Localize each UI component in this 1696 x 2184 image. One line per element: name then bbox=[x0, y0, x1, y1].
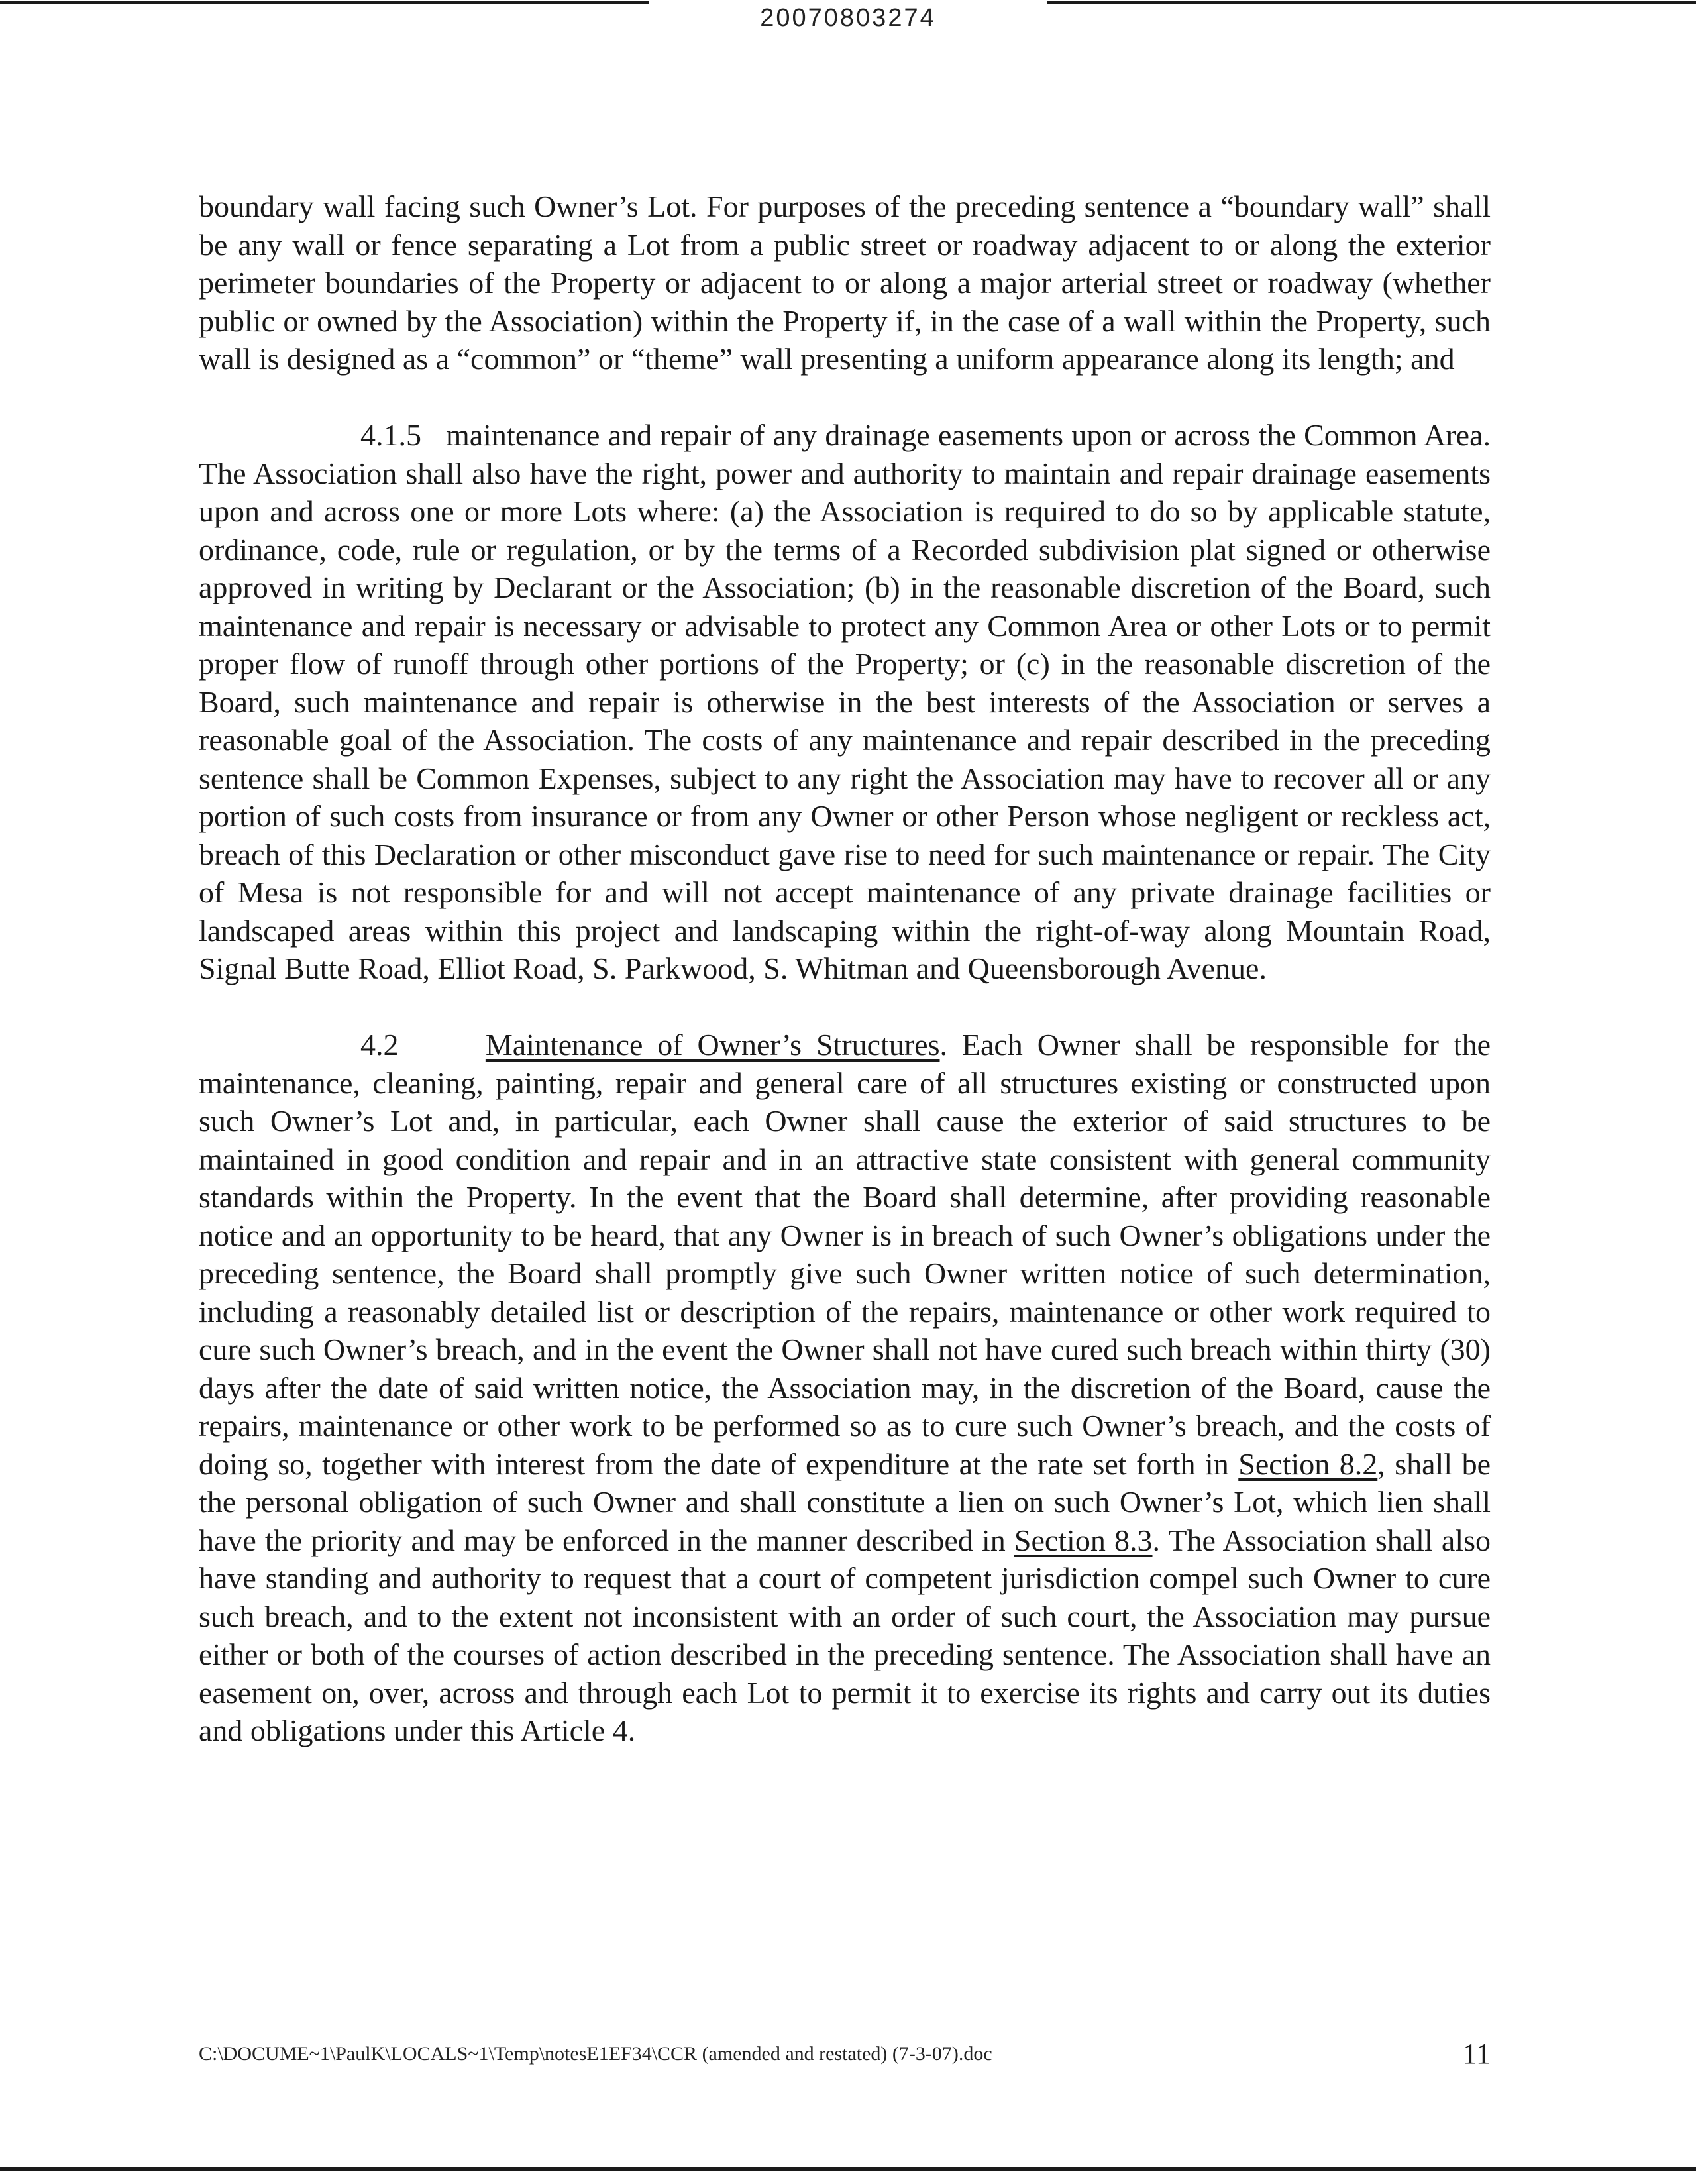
paragraph-4-1-5 bbox=[199, 416, 1491, 988]
page-number: 11 bbox=[1462, 2038, 1491, 2070]
paragraph-boundary-wall: boundary wall facing such Owner’s Lot. For purposes of the preceding sentence a “boundary wall” shall be any wall or fence separating a Lot from a public street or roadway adjacent to or along the exterior perimeter boundaries of the Property or adjacent to or along a major arterial street or roadway (whether public or owned by the Association) within the Property if, in the case of a wall within the Property, such wall is designed as a “common” or “theme” wall presenting a uniform appearance along its length; and bbox=[199, 190, 1491, 376]
section-number-4-1-5: 4.1.5 bbox=[360, 418, 421, 452]
cross-reference-section-8-2: Section 8.2 bbox=[1238, 1447, 1378, 1481]
section-4-2-text-a: . Each Owner shall be responsible for the maintenance, cleaning, painting, repair and general care of all structures existing or constructed upon such Owner’s Lot and, in particular, each Owner shall cause the exterior of said structures to be maintained in good condition and repair and in an attractive state consistent with general community standards within the Property. In the event that the Board shall determine, after providing reasonable notice and an opportunity to be heard, that any Owner is in breach of such Owner’s obligations under the preceding sentence, the Board shall promptly give such Owner written notice of such determination, including a reasonably detailed list or description of the repairs, maintenance or other work required to cure such Owner’s breach, and in the event the Owner shall not have cured such breach within thirty (30) days after the date of said written notice, the Association may, in the discretion of the Board, cause the repairs, maintenance or other work to be performed so as to cure such Owner’s breach, and the costs of doing so, together with interest from the date of expenditure at the rate set forth in bbox=[199, 1028, 1491, 1481]
bottom-rule bbox=[0, 2167, 1696, 2171]
document-number: 20070803274 bbox=[760, 4, 936, 32]
footer-file-path: C:\DOCUME~1\PaulK\LOCALS~1\Temp\notesE1EF34\CCR (amended and restated) (7-3-07).doc bbox=[199, 2043, 992, 2065]
document-body bbox=[199, 188, 1491, 1750]
section-4-1-5-text: maintenance and repair of any drainage easements upon or across the Common Area. The Association shall also have the right, power and authority to maintain and repair drainage easements upon and across one or more Lots where: (a) the Association is required to do so by applicable statute, ordinance, code, rule or regulation, or by the terms of a Recorded subdivision plat signed or otherwise approved in writing by Declarant or the Association; (b) in the reasonable discretion of the Board, such maintenance and repair is necessary or advisable to protect any Common Area or other Lots or to permit proper flow of runoff through other portions of the Property; or (c) in the reasonable discretion of the Board, such maintenance and repair is otherwise in the best interests of the Association or serves a reasonable goal of the Association. The costs of any maintenance and repair described in the preceding sentence shall be Common Expenses, subject to any right the Association may have to recover all or any portion of such costs from insurance or from any Owner or other Person whose negligent or reckless act, breach of this Declaration or other misconduct gave rise to need for such maintenance or repair. The City of Mesa is not responsible for and will not accept maintenance of any private drainage facilities or landscaped areas within this project and landscaping within the right-of-way along Mountain Road, Signal Butte Road, Elliot Road, S. Parkwood, S. Whitman and Queensborough Avenue. bbox=[199, 418, 1491, 985]
section-4-2-text-c: . The Association shall also have standing and authority to request that a court of competent jurisdiction compel such Owner to cure such breach, and to the extent not inconsistent with an order of such court, the Association may pursue either or both of the courses of action described in the preceding sentence. The Association shall have an easement on, over, across and through each Lot to permit it to exercise its rights and carry out its duties and obligations under this Article 4. bbox=[199, 1523, 1491, 1747]
section-heading-maintenance-owners-structures: Maintenance of Owner’s Structures bbox=[485, 1028, 940, 1062]
section-4-2-text-b: , shall be the personal obligation of such Owner and shall constitute a lien on such Owner’s Lot, which lien shall have the priority and may be enforced in the manner described in bbox=[199, 1447, 1491, 1557]
cross-reference-section-8-3: Section 8.3 bbox=[1014, 1523, 1153, 1557]
section-number-4-2: 4.2 bbox=[360, 1028, 399, 1062]
paragraph-4-2 bbox=[199, 1026, 1491, 1750]
